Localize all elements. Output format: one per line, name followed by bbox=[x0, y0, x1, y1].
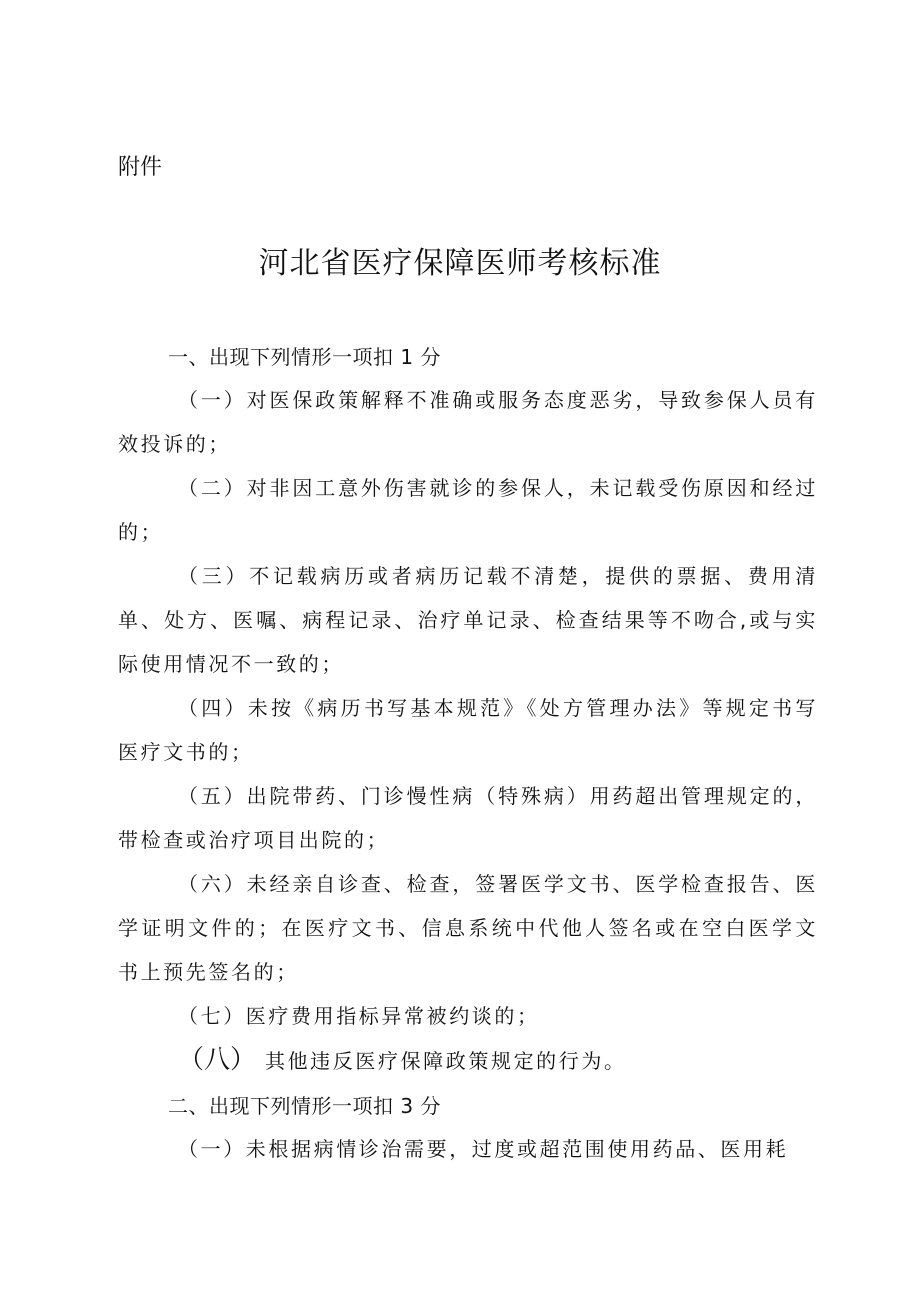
section-heading-2: 二、出现下列情形一项扣 3 分 bbox=[168, 1094, 441, 1118]
list-item: （七）医疗费用指标异常被约谈的； bbox=[178, 1004, 540, 1028]
list-item: （六）未经亲自诊查、检查，签署医学文书、医学检查报告、医学证明文件的；在医疗文书、信息系统中代他人签名或在空白医学文书上预先签名的； bbox=[118, 872, 818, 984]
list-item: （一）对医保政策解释不准确或服务态度恶劣，导致参保人员有效投诉的； bbox=[118, 388, 818, 456]
list-item: （三）不记载病历或者病历记载不清楚，提供的票据、费用清单、处方、医嘱、病程记录、治疗单记录、检查结果等不吻合,或与实际使用情况不一致的； bbox=[118, 564, 818, 676]
item-marker: （八） bbox=[178, 1045, 257, 1075]
list-item: （五）出院带药、门诊慢性病（特殊病）用药超出管理规定的，带检查或治疗项目出院的； bbox=[118, 784, 818, 852]
document-title: 河北省医疗保障医师考核标准 bbox=[258, 246, 662, 281]
section-heading-1: 一、出现下列情形一项扣 1 分 bbox=[168, 345, 441, 369]
list-item: （二）对非因工意外伤害就诊的参保人，未记载受伤原因和经过的； bbox=[118, 476, 818, 544]
list-item: （四）未按《病历书写基本规范》《处方管理办法》等规定书写医疗文书的； bbox=[118, 696, 818, 764]
list-item bbox=[118, 1038, 818, 1083]
attachment-label: 附件 bbox=[118, 155, 163, 180]
document-body bbox=[118, 338, 818, 1171]
list-item: （一）未根据病情诊治需要，过度或超范围使用药品、医用耗 bbox=[178, 1137, 789, 1161]
item-text: 其他违反医疗保障政策规定的行为。 bbox=[256, 1049, 627, 1073]
